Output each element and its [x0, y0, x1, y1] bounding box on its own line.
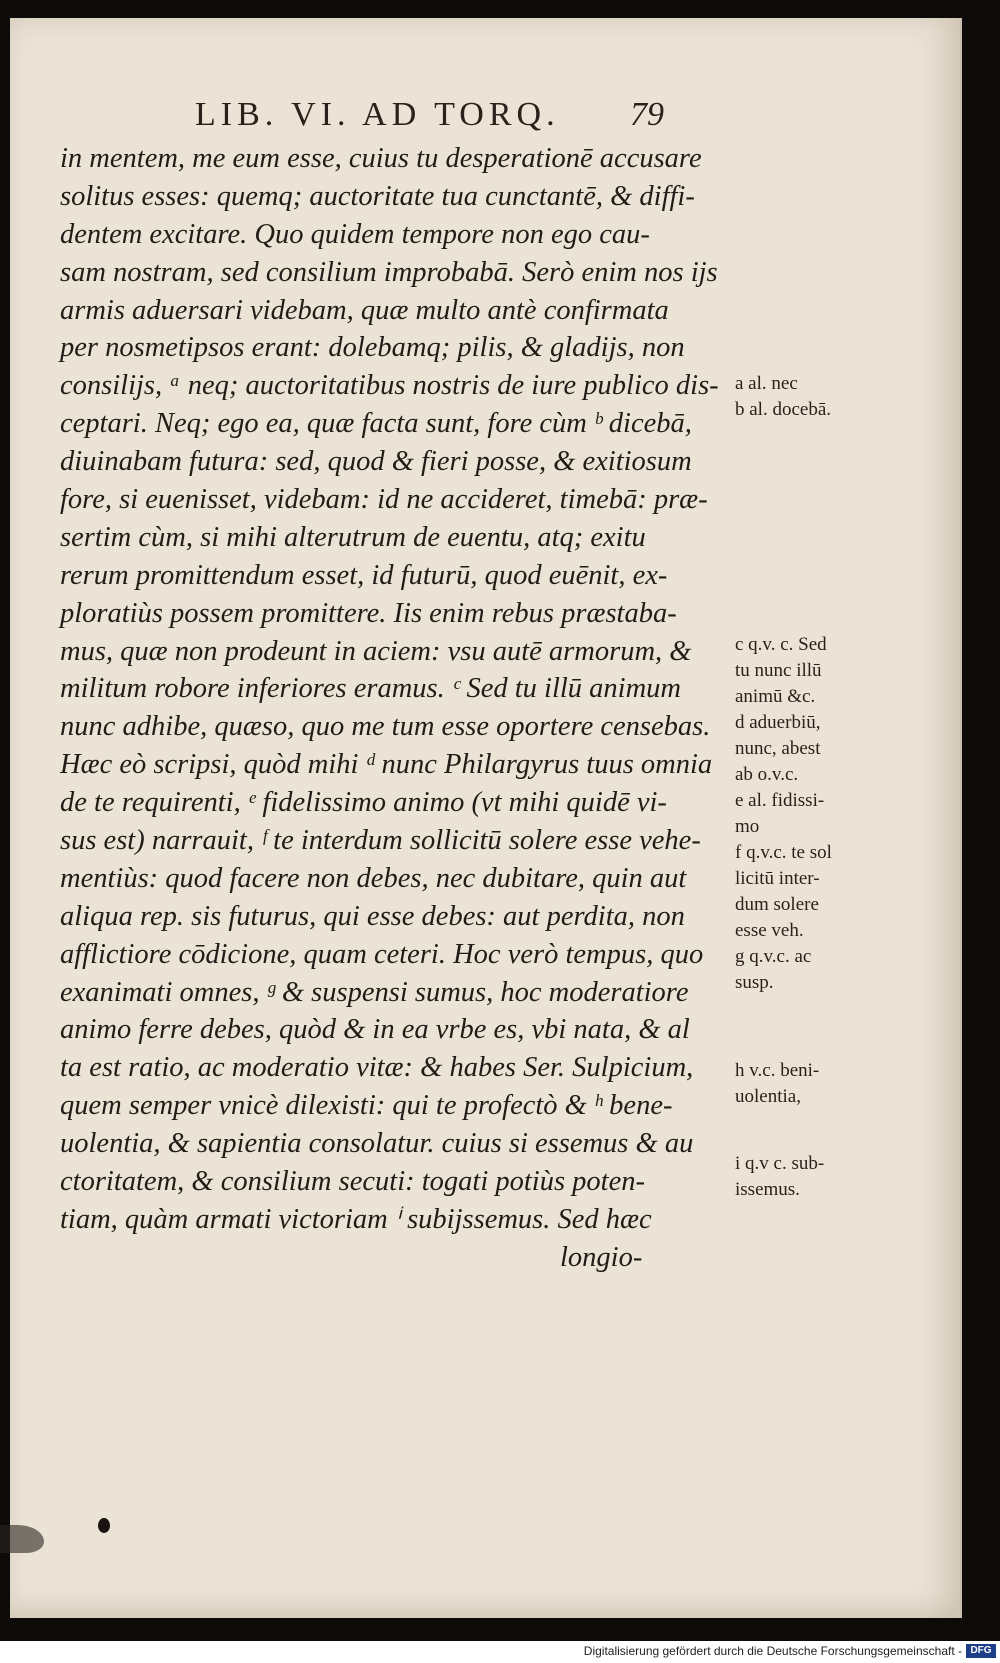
body-line: ctoritatem, & consilium secuti: togati potiùs poten- [60, 1166, 645, 1198]
body-line: in mentem, me eum esse, cuius tu desperationē accusare [60, 143, 702, 174]
margin-note-line: dum solere [735, 894, 819, 915]
dfg-logo-icon: DFG [966, 1644, 996, 1658]
body-line: diuinabam futura: sed, quod & fieri posse, & exitiosum [60, 446, 692, 478]
margin-note-line: uolentia, [735, 1086, 801, 1107]
ink-blot [98, 1518, 110, 1533]
margin-note-i [735, 1151, 875, 1203]
body-line: solitus esses: quemq; auctoritate tua cunctantē, & diffi- [60, 180, 695, 212]
body-line: tiam, quàm armati victoriam ⁱ subijssemus. Sed hæc [60, 1203, 652, 1235]
margin-note-line: licitū inter- [735, 868, 820, 889]
body-line: fore, si euenisset, videbam: id ne accideret, timebā: præ- [60, 484, 708, 516]
margin-note-line: tu nunc illū [735, 660, 822, 681]
margin-note-line: g q.v.c. ac [735, 946, 812, 967]
margin-note-line: mo [735, 816, 760, 837]
body-line: dentem excitare. Quo quidem tempore non ego cau- [60, 218, 650, 250]
funding-credit: Digitalisierung gefördert durch die Deutsche Forschungsgemeinschaft - [583, 1644, 962, 1658]
body-line: rerum promittendum esset, id futurū, quod euēnit, ex- [60, 559, 668, 591]
margin-note-line: susp. [735, 972, 774, 993]
margin-note-line: c q.v. c. Sed [735, 634, 827, 655]
body-line: consilijs, ᵃ neq; auctoritatibus nostris de iure publico dis- [60, 370, 719, 402]
margin-note-line: d aduerbiū, [735, 712, 821, 733]
margin-note-cdefg [735, 632, 875, 996]
body-line: sam nostram, sed consilium improbabā. Serò enim nos ijs [60, 256, 718, 288]
body-line: afflictiore cōdicione, quam ceteri. Hoc verò tempus, quo [60, 938, 704, 970]
body-line: per nosmetipsos erant: dolebamq; pilis, & gladijs, non [60, 332, 685, 364]
body-line: ceptari. Neq; ego ea, quæ facta sunt, fore cùm ᵇ dicebā, [60, 408, 692, 440]
book-page [10, 18, 962, 1618]
margin-note-line: nunc, abest [735, 738, 821, 759]
body-line: ta est ratio, ac moderatio vitæ: & habes Ser. Sulpicium, [60, 1052, 694, 1084]
catchword: longio- [560, 1241, 643, 1273]
margin-note-line: b al. docebā. [735, 399, 832, 420]
margin-note-line: ab o.v.c. [735, 764, 799, 785]
body-line: mus, quæ non prodeunt in aciem: vsu autē armorum, & [60, 635, 692, 667]
body-line: mentiùs: quod facere non debes, nec dubitare, quin aut [60, 862, 687, 894]
page-number: 79 [630, 96, 664, 133]
margin-note-line: e al. fidissi- [735, 790, 825, 811]
margin-note-line: i q.v c. sub- [735, 1153, 825, 1174]
body-line: Hæc eò scripsi, quòd mihi ᵈ nunc Philargyrus tuus omnia [60, 749, 713, 781]
body-line: ploratiùs possem promittere. Iis enim rebus præstaba- [60, 597, 677, 629]
margin-note-line: issemus. [735, 1179, 800, 1200]
margin-note-h [735, 1058, 875, 1110]
body-line: armis aduersari videbam, quæ multo antè confirmata [60, 294, 669, 326]
body-text [60, 140, 730, 1277]
margin-note-ab [735, 371, 875, 423]
body-line: aliqua rep. sis futurus, qui esse debes: aut perdita, non [60, 900, 685, 932]
margin-note-line: f q.v.c. te sol [735, 842, 832, 863]
body-line: exanimati omnes, ᵍ & suspensi sumus, hoc moderatiore [60, 976, 689, 1008]
body-line: de te requirenti, ᵉ fidelissimo animo (vt mihi quidē vi- [60, 787, 667, 819]
body-line: animo ferre debes, quòd & in ea vrbe es, vbi nata, & al [60, 1014, 690, 1046]
body-line: nunc adhibe, quæso, quo me tum esse oportere censebas. [60, 711, 711, 743]
body-line: sertim cùm, si mihi alterutrum de euentu, atq; exitu [60, 521, 646, 553]
margin-note-line: esse veh. [735, 920, 804, 941]
body-line: quem semper vnicè dilexisti: qui te profectò & ʰ bene- [60, 1090, 673, 1122]
running-head: LIB. VI. AD TORQ. [195, 96, 560, 133]
body-line: militum robore inferiores eramus. ᶜ Sed tu illū animum [60, 673, 682, 705]
footer-bar [0, 1641, 1000, 1663]
margin-note-line: animū &c. [735, 686, 816, 707]
body-line: uolentia, & sapientia consolatur. cuius si essemus & au [60, 1128, 694, 1160]
margin-note-line: h v.c. beni- [735, 1060, 820, 1081]
margin-note-line: a al. nec [735, 373, 798, 394]
body-line: sus est) narrauit, ᶠ te interdum sollicitū solere esse vehe- [60, 825, 701, 857]
